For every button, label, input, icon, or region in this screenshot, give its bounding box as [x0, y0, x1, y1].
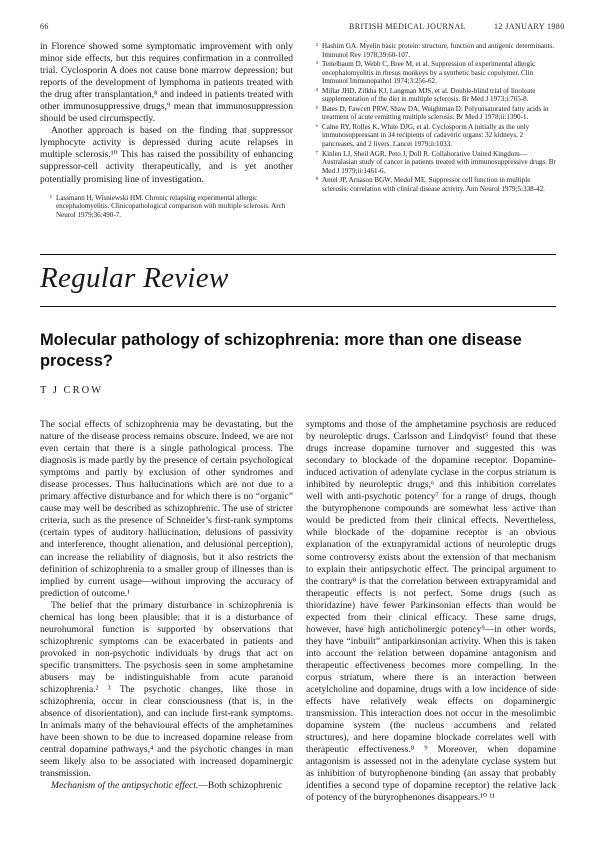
subheading: Mechanism of the antipsychotic effect.: [51, 780, 199, 792]
reference-item: [306, 42, 556, 59]
previous-article-references: [306, 42, 556, 194]
reference-text: Teitelbaum D, Webb C, Bree M, et al. Suppression of experimental allergic encephalomyelitis in rhesus monkeys by a synthetic basic copolymer. Clin Immunol Immunopathol 1974;3:256-62.: [322, 60, 536, 86]
reference-text: Hashim GA. Myelin basic protein: structure, function and antigenic determinants. Immunol Rev 1978;39:60-107.: [322, 42, 555, 59]
reference-item: [306, 150, 556, 176]
article-title: Molecular pathology of schizophrenia: more than one disease process?: [40, 331, 522, 370]
reference-number: ⁷: [315, 149, 318, 158]
reference-number: ³: [315, 60, 318, 69]
issue-date: 12 JANUARY 1980: [494, 22, 565, 31]
reference-item: [306, 123, 556, 149]
article-left-column: [40, 419, 293, 792]
page-number: 66: [40, 22, 49, 31]
reference-item: [306, 176, 556, 193]
reference-item: [40, 194, 293, 220]
reference-number: ⁵: [315, 104, 318, 113]
reference-text: Millar JHD, Zilkha KJ, Langman MJS, et al. Double-blind trial of linoleate supplementation of the diet in multiple sclerosis. Br Med J 1973;i:765-8.: [322, 86, 536, 104]
section-heading: Regular Review: [40, 262, 229, 294]
article-right-column: [306, 419, 556, 805]
previous-article-left-column: [40, 41, 293, 220]
body-paragraph: The social effects of schizophrenia may be devastating, but the nature of the disease process remains obscure. Indeed, we are not even certain that there is a single pathological process. The diagnosis is made partly by the presence of certain psychological symptoms and partly by exclusion of other syndromes and disease processes. Thus hallucinations which are not due to a primary affective disturbance and for which there is no “organic” cause may well be described as schizophrenic. The use of stricter criteria, such as the presence of Schneider’s first-rank symptoms (certain types of auditory hallucination, delusions of passivity and interference, thought alienation, and delusional perception), can increase the reliability of diagnosis, but it also restricts the definition of schizophrenia to a smaller group of illnesses than is implied by current usage—without improving the accuracy of prediction of outcome.¹: [40, 419, 293, 599]
reference-item: [306, 87, 556, 104]
body-paragraph: symptoms and those of the amphetamine psychosis are reduced by neuroleptic drugs. Carlsson and Lindqvist⁵ found that these drugs increase dopamine turnover and suggested this was secondary to blockade of the dopamine receptor. Dopamine-induced activation of adenylate cyclase in the corpus striatum is inhibited by neuroleptic drugs,⁶ and this inhibition correlates well with anti-psychotic potency⁷ for a range of drugs, though the butyrophenone compounds are somewhat less active than would be predicted from their clinical effects. Nevertheless, while blockade of the dopamine receptor is an obvious explanation of the extrapyramidal actions of neuroleptic drugs some controversy exists about the extension of that mechanism to explain their antipsychotic effect. The principal argument to the contrary⁸ is that the correlation between extrapyramidal and therapeutic effects is not perfect. Some drugs (such as thioridazine) have fewer Parkinsonian effects than would be expected from their clinical efficacy. These same drugs, however, have high anticholinergic potency⁹—in other words, they have “inbuilt” antiparkinsonian activity. When this is taken into account the relation between dopamine antagonism and therapeutic effectiveness becomes more compelling. In the corpus striatum, where there is an interaction between acetylcholine and dopamine, drugs with a low incidence of side effects have relatively weak effects on dopaminergic transmission. This interaction does not occur in the mesolimbic dopamine system (the nucleus accumbens and related structures), and here dopamine blockade correlates well with therapeutic effectiveness.⁸ ⁹ Moreover, when dopamine antagonism is assessed not in the adenylate cyclase system but as inhibition of butyrophenone binding (an assay that probably identifies a second type of dopamine receptor) the relative lack of potency of the butyrophenones disappears.¹⁰ ¹¹: [306, 419, 556, 804]
section-rule-bottom: [40, 306, 556, 307]
reference-number: ⁴: [315, 86, 318, 95]
reference-text: Bates D, Fawcett PRW, Shaw DA, Weightman D. Polyunsaturated fatty acids in treatment of acute remitting multiple sclerosis. Br Med J 1978;ii:1390-1.: [322, 104, 549, 122]
reference-text: Kinlen LJ, Sheil AGR, Peto J, Doll R. Collaborative United Kingdom—Australasian study of cancer in patients treated with immunosuppressive drugs. Br Med J 1979;ii:1461-6.: [322, 149, 556, 175]
reference-item: [306, 60, 556, 86]
reference-text: Calne RY, Rolles K, White DJG, et al. Cyclosporin A initially as the only immunosuppressant in 34 recipients of cadaveric organs: 32 kidneys, 2 pancreases, and 2 livers. Lancet 1979;ii:1033.: [322, 122, 530, 149]
reference-number: ²: [315, 42, 318, 50]
journal-name: BRITISH MEDICAL JOURNAL: [349, 22, 466, 31]
reference-item: [306, 105, 556, 122]
reference-number: ⁸: [315, 176, 318, 185]
reference-number: ⁶: [315, 122, 318, 131]
reference-text: Lassmann H, Wisniewski HM. Chronic relapsing experimental allergic encephalomyelitis. Clinicopathological comparison with multiple sclerosis. Arch Neurol 1979;36:490-7.: [56, 193, 286, 219]
subheading-text: —Both schizophrenic: [198, 780, 283, 792]
reference-number: ¹: [49, 193, 52, 202]
reference-text: Antel JP, Arnason BGW, Medof ME. Suppressor cell function in multiple sclerosis: correlation with clinical disease activity. Ann Neurol 1979;5:338-42.: [322, 176, 545, 193]
article-author: T J CROW: [40, 385, 104, 396]
body-paragraph: in Florence showed some symptomatic improvement with only minor side effects, but this requires confirmation in a controlled trial. Cyclosporin A does not cause bone marrow depression; but reports of the development of lymphoma in patients treated with the drug after transplantation,⁸ and indeed in patients treated with other immunosuppressive drugs,⁹ mean that immunosuppression should be used circumspectly.: [40, 41, 293, 125]
body-paragraph: Another approach is based on the finding that suppressor lymphocyte activity is depressed during acute relapses in multiple sclerosis.¹⁰ This has raised the possibility of enhancing suppressor-cell activity therapeutically, and is yet another potentially promising line of investigation.: [40, 125, 293, 185]
subheading-paragraph: [40, 780, 293, 792]
body-paragraph: The belief that the primary disturbance in schizophrenia is chemical has long been plausible; that it is a disturbance of neurohumoral function is supported by observations that schizophrenic symptoms can be exacerbated in patients and provoked in non-psychotic individuals by drugs that act on specific transmitters. The psychosis seen in some amphetamine abusers may be indistinguishable from acute paranoid schizophrenia.² ³ The psychotic changes, like those in schizophrenia, occur in clear consciousness (that is, in the absence of disorientation), and can include first-rank symptoms. In animals many of the behavioural effects of the amphetamines have been shown to be due to increased dopamine release from central dopamine pathways,⁴ and the psychotic changes in man seem likely also to be associated with increased dopaminergic transmission.: [40, 599, 293, 780]
section-rule-top: [40, 254, 556, 255]
